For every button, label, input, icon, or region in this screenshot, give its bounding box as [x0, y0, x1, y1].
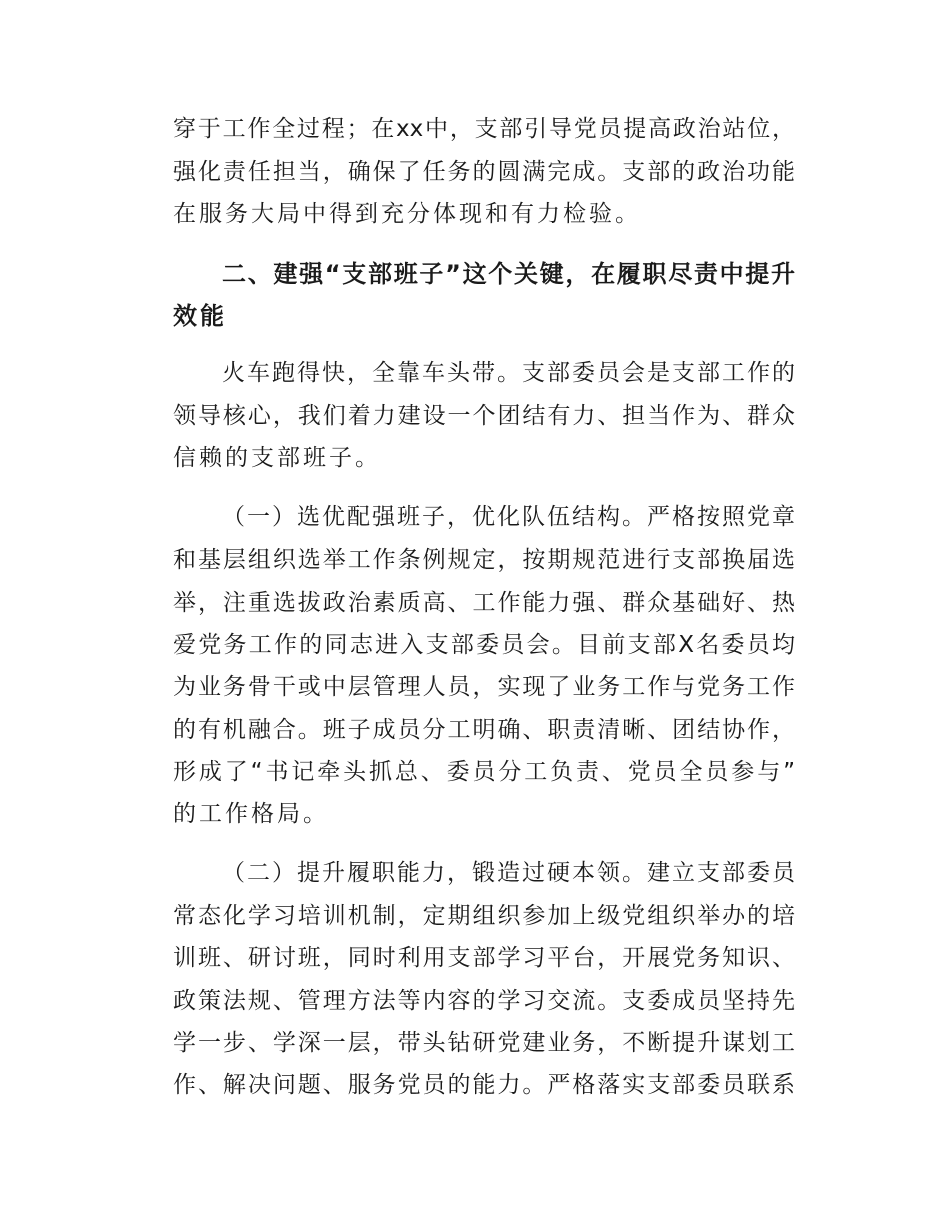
paragraph-line: 作、解决问题、服务党员的能力。严格落实支部委员联系 — [173, 1072, 795, 1098]
paragraph-line: 训班、研讨班，同时利用支部学习平台，开展党务知识、 — [173, 945, 795, 971]
paragraph-line: 的工作格局。 — [173, 801, 329, 827]
paragraph-line: 为业务骨干或中层管理人员，实现了业务工作与党务工作 — [173, 674, 795, 700]
paragraph-line: 政策法规、管理方法等内容的学习交流。支委成员坚持先 — [173, 988, 795, 1014]
subsection-line: （二）提升履职能力，锻造过硬本领。建立支部委员 — [222, 860, 795, 886]
paragraph-line: 形成了“书记牵头抓总、委员分工负责、党员全员参与” — [173, 759, 795, 785]
paragraph-line: 在服务大局中得到充分体现和有力检验。 — [173, 201, 641, 227]
paragraph-line: 火车跑得快，全靠车头带。支部委员会是支部工作的 — [222, 360, 795, 386]
paragraph-line: 信赖的支部班子。 — [173, 445, 381, 471]
paragraph-line: 的有机融合。班子成员分工明确、职责清晰、团结协作， — [173, 717, 795, 743]
paragraph-line: 举，注重选拔政治素质高、工作能力强、群众基础好、热 — [173, 590, 795, 616]
paragraph-line: 常态化学习培训机制，定期组织参加上级党组织举办的培 — [173, 903, 795, 929]
section-heading: 效能 — [173, 302, 227, 330]
subsection-line: （一）选优配强班子，优化队伍结构。严格按照党章 — [222, 504, 795, 530]
paragraph-line: 学一步、学深一层，带头钻研党建业务，不断提升谋划工 — [173, 1030, 795, 1056]
paragraph-line: 领导核心，我们着力建设一个团结有力、担当作为、群众 — [173, 403, 795, 429]
paragraph-line: 爱党务工作的同志进入支部委员会。目前支部X名委员均 — [173, 632, 795, 658]
paragraph-line: 和基层组织选举工作条例规定，按期规范进行支部换届选 — [173, 547, 795, 573]
paragraph-line: 强化责任担当，确保了任务的圆满完成。支部的政治功能 — [173, 159, 795, 185]
paragraph-line: 穿于工作全过程；在xx中，支部引导党员提高政治站位， — [173, 116, 795, 142]
section-heading: 二、建强“支部班子”这个关键，在履职尽责中提升 — [222, 260, 795, 288]
